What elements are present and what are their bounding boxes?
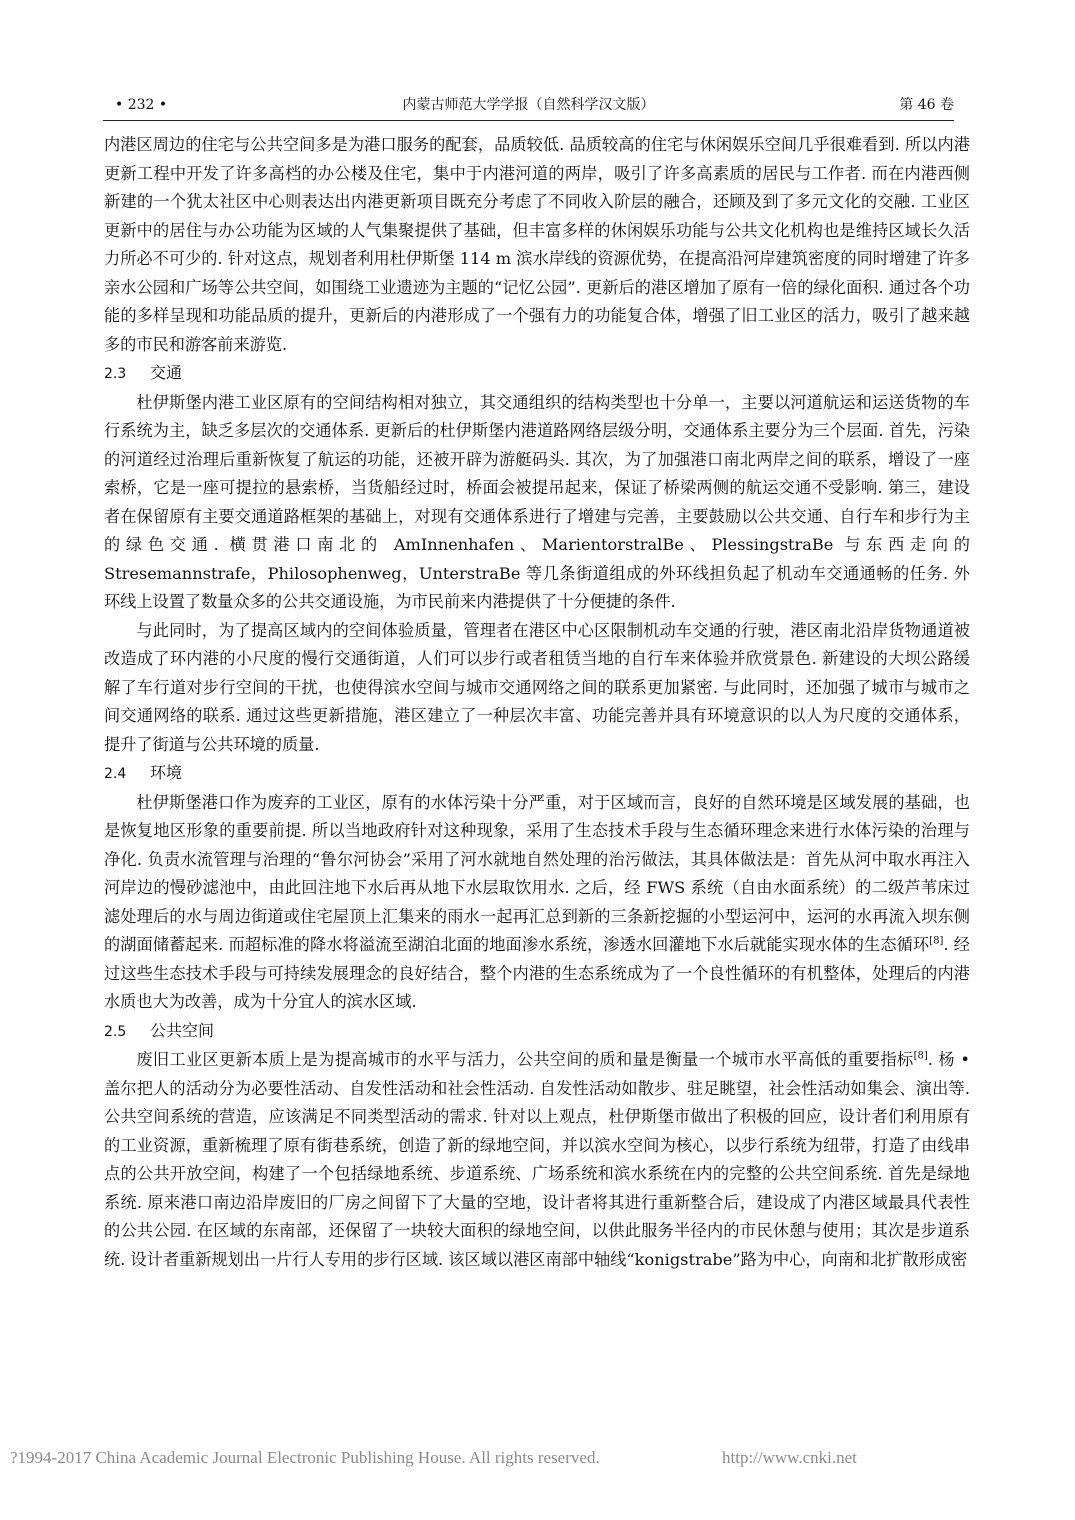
citation-ref: [8]: [929, 935, 944, 947]
volume-label: 第 46 卷: [899, 97, 954, 113]
journal-title: 内蒙古师范大学学报（自然科学汉文版）: [402, 97, 655, 113]
paragraph: 与此同时，为了提高区域内的空间体验质量，管理者在港区中心区限制机动车交通的行驶，港区南北沿岸货物通道被改造成了环内港的小尺度的慢行交通街道，人们可以步行或者租赁当地的自行车来体验并欣赏景色. 新建设的大坝公路缓解了车行道对步行空间的干扰，也使得滨水空间与城市交通网络之间的联系更加紧密. 与此同时，还加强了城市与城市之间交通网络的联系. 通过这些更新措施，港区建立了一种层次丰富、功能完善并具有环境意识的以人为尺度的交通体系，提升了街道与公共环境的质量.: [104, 620, 970, 754]
footer-url: http://www.cnki.net: [722, 1448, 857, 1467]
paragraph: [104, 1046, 970, 1274]
citation-ref: [8]: [913, 1050, 928, 1062]
section-heading-2-3: [104, 359, 970, 389]
section-number: 2.3: [104, 366, 127, 382]
paragraph-text: 废旧工业区更新本质上是为提高城市的水平与活力，公共空间的质和量是衡量一个城市水平高低的重要指标: [136, 1050, 914, 1069]
section-title: 环境: [150, 763, 183, 782]
section-heading-2-5: [104, 1017, 970, 1047]
paragraph-continued: 内港区周边的住宅与公共空间多是为港口服务的配套，品质较低. 品质较高的住宅与休闲娱乐空间几乎很难看到. 所以内港更新工程中开发了许多高档的办公楼及住宅，集中于内港河道的两岸，吸引了许多高素质的居民与工作者. 而在内港西侧新建的一个犹太社区中心则表达出内港更新项目既充分考虑了不同收入阶层的融合，还顾及到了多元文化的交融. 工业区更新中的居住与办公功能为区域的人气集聚提供了基础，但丰富多样的休闲娱乐功能与公共文化机构也是维持区域长久活力所必不可少的. 针对这点，规划者利用杜伊斯堡 114 m 滨水岸线的资源优势，在提高沿河岸建筑密度的同时增建了许多亲水公园和广场等公共空间，如围绕工业遗迹为主题的“记忆公园”. 更新后的港区增加了原有一倍的绿化面积. 通过各个功能的多样呈现和功能品质的提升，更新后的内港形成了一个强有力的功能复合体，增强了旧工业区的活力，吸引了越来越多的市民和游客前来游览.: [104, 135, 970, 354]
paragraph: [104, 789, 970, 1017]
paragraph: 杜伊斯堡内港工业区原有的空间结构相对独立，其交通组织的结构类型也十分单一，主要以河道航运和运送货物的车行系统为主，缺乏多层次的交通体系. 更新后的杜伊斯堡内港道路网络层级分明，交通体系主要分为三个层面. 首先，污染的河道经过治理后重新恢复了航运的功能，还被开辟为游艇码头. 其次，为了加强港口南北两岸之间的联系，增设了一座索桥，它是一座可提拉的悬索桥，当货船经过时，桥面会被提吊起来，保证了桥梁两侧的航运交通不受影响. 第三，建设者在保留原有主要交通道路框架的基础上，对现有交通体系进行了增建与完善，主要鼓励以公共交通、自行车和步行为主的绿色交通. 横贯港口南北的 AmInnenhafen、MarientorstralBe、PlessingstraBe 与东西走向的 Stresemannstrafe，Philosophenweg，UnterstraBe 等几条街道组成的外环线担负起了机动车交通通畅的任务. 外环线上设置了数量众多的公共交通设施，为市民前来内港提供了十分便捷的条件.: [104, 392, 970, 611]
section-title: 公共空间: [150, 1020, 215, 1040]
section-title: 交通: [150, 363, 183, 382]
paragraph-text: 杜伊斯堡港口作为废弃的工业区，原有的水体污染十分严重，对于区域而言，良好的自然环境是区域发展的基础，也是恢复地区形象的重要前提. 所以当地政府针对这种现象，采用了生态技术手段与生态循环理念来进行水体污染的治理与净化. 负责水流管理与治理的“鲁尔河协会”采用了河水就地自然处理的治污做法，其具体做法是：首先从河中取水再注入河岸边的慢砂滤池中，由此回注地下水后再从地下水层取饮用水. 之后，经 FWS 系统（自由水面系统）的二级芦苇床过滤处理后的水与周边街道或住宅屋顶上汇集来的雨水一起再汇总到新的三条新挖掘的小型运河中，运河的水再流入坝东侧的湖面储蓄起来. 而超标准的降水将溢流至湖泊北面的地面渗水系统，渗透水回灌地下水后就能实现水体的生态循环: [104, 792, 970, 954]
paragraph-text: . 杨 • 盖尔把人的活动分为必要性活动、自发性活动和社会性活动. 自发性活动如散步、驻足眺望，社会性活动如集会、演出等. 公共空间系统的营造，应该满足不同类型活动的需求. 针对以上观点，杜伊斯堡市做出了积极的回应，设计者们利用原有的工业资源，重新梳理了原有街巷系统，创造了新的绿地空间，并以滨水空间为核心，以步行系统为纽带，打造了由线串点的公共开放空间，构建了一个包括绿地系统、步道系统、广场系统和滨水系统在内的完整的公共空间系统. 首先是绿地系统. 原来港口南边沿岸废旧的厂房之间留下了大量的空地，设计者将其进行重新整合后，建设成了内港区域最具代表性的公共公园. 在区域的东南部，还保留了一块较大面积的绿地空间，以供此服务半径内的市民休憩与使用；其次是步道系统. 设计者重新规划出一片行人专用的步行区域. 该区域以港区南部中轴线“konigstrabe”路为中心，向南和北扩散形成密: [104, 1050, 970, 1269]
copyright-text: ?1994-2017 China Academic Journal Electronic Publishing House. All rights reserved.: [10, 1448, 600, 1467]
running-header: [103, 93, 954, 117]
section-number: 2.4: [104, 766, 127, 782]
article-body: [104, 131, 970, 1274]
copyright-footer: [0, 1446, 1075, 1470]
header-rule: [103, 120, 954, 121]
page-number: • 232 •: [115, 97, 168, 113]
section-heading-2-4: [104, 759, 970, 789]
section-number: 2.5: [104, 1023, 127, 1040]
paragraph-text: . 经过这些生态技术手段与可持续发展理念的良好结合，整个内港的生态系统成为了一个良性循环的有机整体，处理后的内港水质也大为改善，成为十分宜人的滨水区域.: [104, 935, 970, 1011]
